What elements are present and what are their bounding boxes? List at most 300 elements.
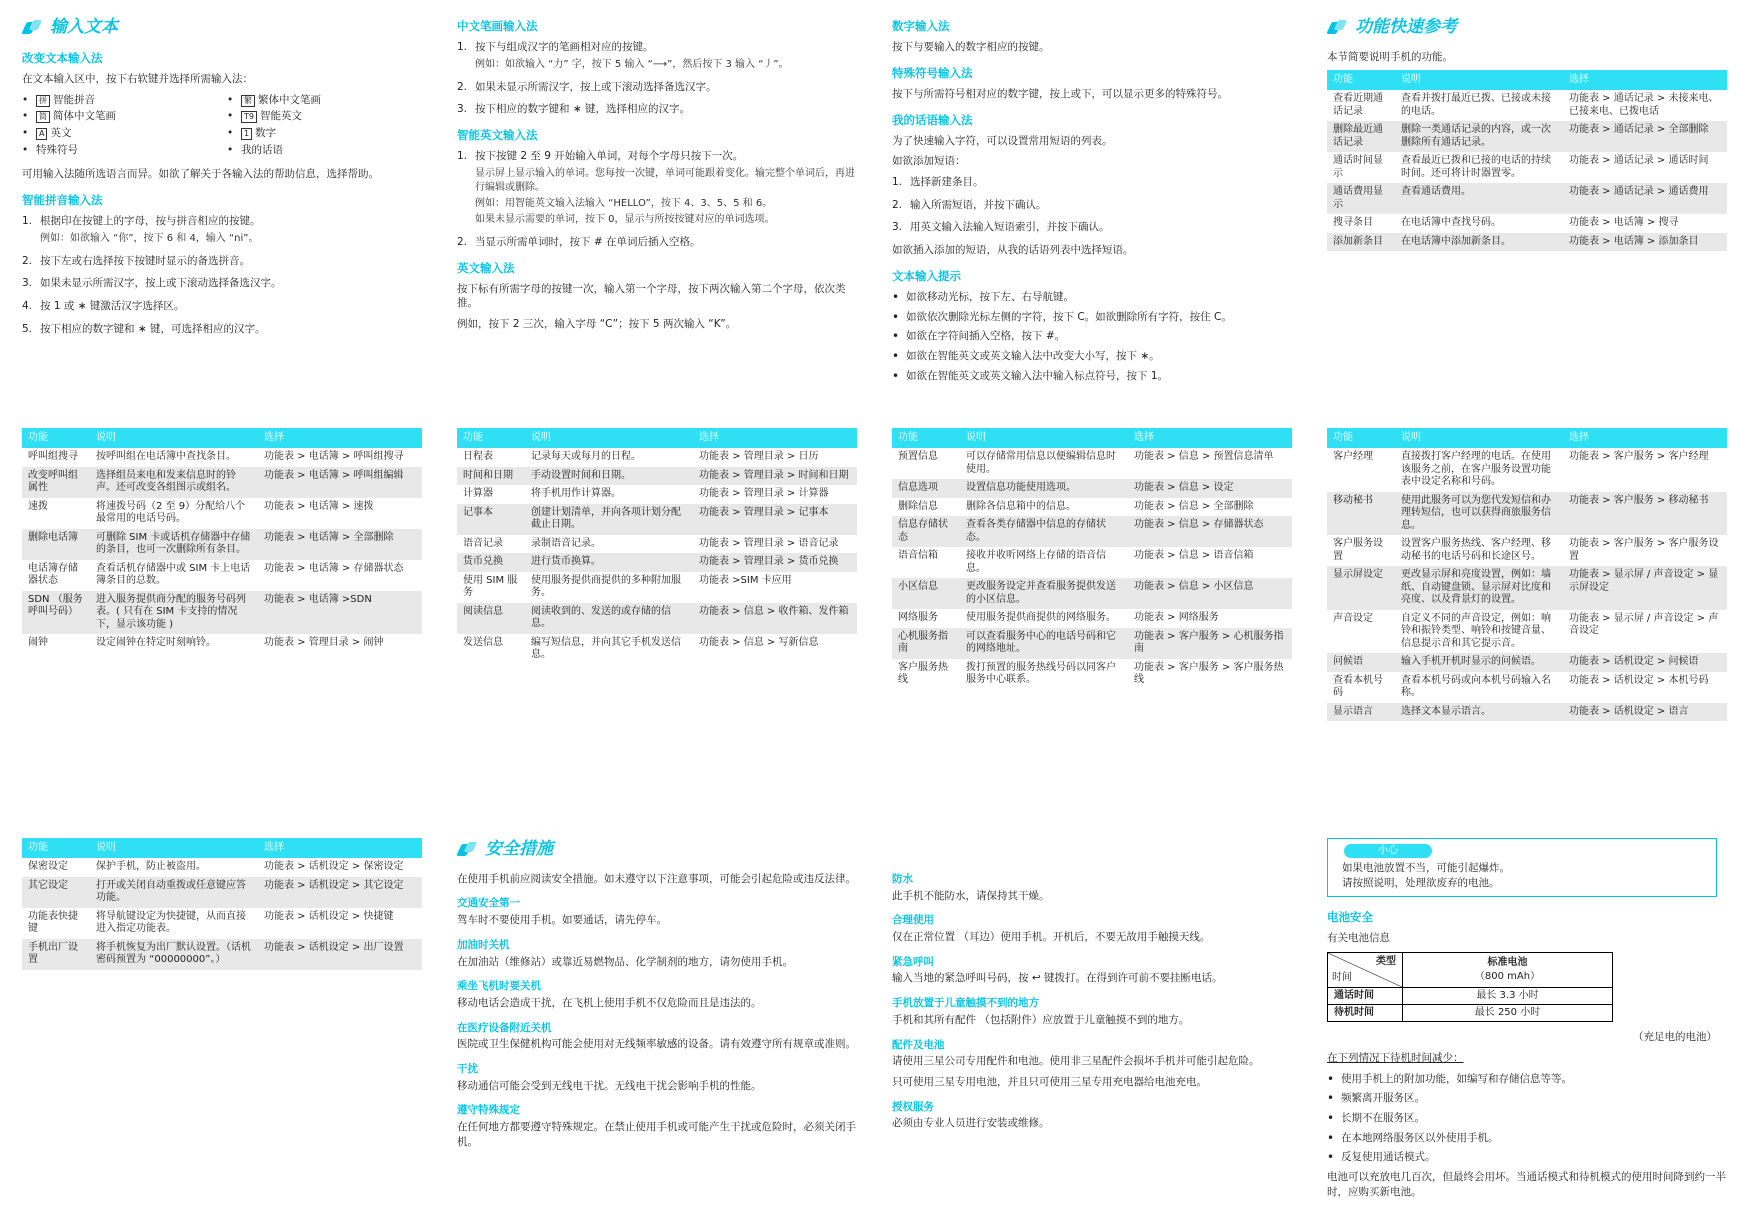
- note: 如果未显示需要的单词，按下 0，显示与所按按键对应的单词选项。: [475, 213, 775, 225]
- change-mode-heading: 改变文本输入法: [22, 50, 103, 65]
- talk-value: 最长 3.3 小时: [1403, 988, 1613, 1005]
- table-header-cell: 说明: [960, 428, 1128, 448]
- table-cell: 将速拨号码（2 至 9）分配给八个最常用的电话号码。: [96, 500, 246, 524]
- table-header-cell: 选择: [258, 838, 422, 858]
- safety-item-text: 必须由专业人员进行安装或维修。: [892, 1117, 1050, 1130]
- table-cell: 查看通话费用。: [1395, 183, 1563, 214]
- table-cell: 功能表 > 客户服务 > 移动秘书: [1563, 492, 1727, 536]
- battery-section: [1327, 838, 1727, 1205]
- table-cell: 保密设定: [28, 861, 68, 872]
- table-cell: 功能表 > 信息 > 写新信息: [699, 636, 819, 648]
- section-title: [22, 16, 422, 40]
- table-cell: 在电话簿中查找号码。: [1401, 217, 1501, 229]
- mode-item: [22, 109, 217, 124]
- table-header-cell: 选择: [1128, 428, 1292, 448]
- table-cell: 功能表 > 管理目录 > 计算器: [699, 488, 829, 499]
- table-row: [892, 659, 1292, 690]
- talk-label: 通话时间: [1328, 988, 1403, 1005]
- caution-text: 请按照说明，处理欲废弃的电池。: [1342, 876, 1500, 889]
- reduce-item: • 频繁离开服务区。: [1327, 1091, 1727, 1106]
- safety-item-text: 在任何地方都要遵守特殊规定。在禁止使用手机或可能产生干扰或危险时，必须关闭手机。: [457, 1121, 856, 1148]
- safety-item-text: 移动通信可能会受到无线电干扰。无线电干扰会影响手机的性能。: [457, 1079, 762, 1092]
- table-cell: 将手机用作计算器。: [531, 488, 621, 499]
- table-cell: 输入手机开机时显示的问候语。: [1395, 653, 1563, 672]
- quick-reference-section: [1327, 16, 1727, 251]
- table-cell: 编写短信息，并向其它手机发送信息。: [531, 636, 681, 660]
- caution-text: 如果电池放置不当，可能引起爆炸。: [1342, 862, 1510, 874]
- table-row: [1327, 566, 1727, 610]
- table-cell: 显示屏设定: [1327, 566, 1395, 610]
- mode-label: 智能英文: [259, 110, 302, 123]
- table-cell: 呼叫组搜寻: [28, 451, 78, 462]
- step: 1. 按下与组成汉字的笔画相对应的按键。 例如：如欲输入 “力” 字，按下 5 输入 “⟶”，然后按下 3 输入 “丿”。: [457, 40, 857, 72]
- safety-item-text: 移动电话会造成干扰，在飞机上使用手机不仅危险而且是违法的。: [457, 996, 762, 1009]
- table-cell: 功能表 > 话机设定 > 问候语: [1563, 653, 1727, 672]
- table-cell: 功能表 > 客户服务 > 客户经理: [1569, 451, 1709, 462]
- key-icon: 拼: [36, 95, 50, 107]
- step-text: 输入所需短语，并按下确认。: [910, 198, 1047, 211]
- table-cell: 可以查看服务中心的电话号码和它的网络地址。: [960, 628, 1128, 659]
- step: 1. 根据印在按键上的字母，按与拼音相应的按键。 例如：如欲输入 “你”，按下 6 和 4，输入 “ni”。: [22, 214, 422, 246]
- tip: • 如欲移动光标，按下左、右导航键。: [892, 290, 1292, 305]
- symbol-heading: 特殊符号输入法: [892, 65, 973, 80]
- table-cell: 录制语音记录。: [531, 537, 601, 549]
- safety-item-title: 乘坐飞机时要关机: [457, 980, 541, 993]
- table-cell: 功能表 > 电话簿 >SDN: [258, 591, 422, 635]
- table-header-cell: 功能: [892, 428, 960, 448]
- safety-item-text: 仅在正常位置 （耳边）使用手机。开机后，不要无故用手触摸天线。: [892, 931, 1211, 944]
- table-cell: 功能表 > 信息 > 小区信息: [1128, 578, 1292, 609]
- table-cell: 小区信息: [892, 578, 960, 609]
- table-row: [1327, 703, 1727, 722]
- example-note: 例如：如欲输入 “力” 字，按下 5 输入 “⟶”，然后按下 3 输入 “丿”。: [475, 58, 789, 70]
- table-cell: 使用 SIM 服务: [463, 574, 518, 598]
- table-cell: 查看话机存储器中或 SIM 卡上电话簿条目的总数。: [96, 562, 251, 586]
- table-row: [1327, 535, 1727, 566]
- table-cell: 查看并拨打最近已拨、已接或未接的电话。: [1401, 93, 1551, 117]
- tips-heading: 文本输入提示: [892, 268, 961, 283]
- table-cell: 功能表 > 通话记录 > 全部删除: [1563, 121, 1727, 152]
- reduce-item: • 反复使用通话模式。: [1327, 1150, 1727, 1165]
- stroke-english-section: [457, 16, 857, 338]
- table-header-cell: 选择: [258, 428, 422, 448]
- table-cell: 打开或关闭自动重拨或任意键应答功能。: [90, 877, 258, 908]
- safety-item-text: 请使用三星公司专用配件和电池。使用非三星配件会损坏手机并可能引起危险。: [892, 1055, 1260, 1068]
- step: 3. 按下相应的数字键和 ∗ 键，选择相应的汉字。: [457, 103, 690, 116]
- table-cell: 心机服务指南: [892, 628, 960, 659]
- safety-item-title: 加油时关机: [457, 938, 510, 951]
- table-cell: 电话簿存储器状态: [28, 562, 78, 586]
- table-cell: 功能表 > 电话簿 > 添加条目: [1563, 233, 1727, 252]
- table-cell: 直接拨打客户经理的电话。在使用该服务之前，在客户服务设置功能表中设定名称和号码。: [1401, 451, 1551, 487]
- step-text: 按下相应的数字键和 ∗ 键，选择相应的汉字。: [475, 103, 690, 116]
- mode-note: 可用输入法随所选语言而异。如欲了解关于各输入法的帮助信息，选择帮助。: [22, 168, 379, 181]
- tip: • 如欲在智能英文或英文输入法中改变大小写，按下 ∗。: [892, 349, 1292, 364]
- table-row: [1327, 492, 1727, 536]
- step-text: 按下左或右选择按下按键时显示的备选拼音。: [40, 254, 250, 267]
- table-cell: 计算器: [463, 488, 493, 499]
- table-cell: 功能表 > 客户服务 > 心机服务指南: [1128, 628, 1292, 659]
- table-cell: 功能表 > 话机设定 > 快捷键: [264, 910, 394, 922]
- safety-item-title: 紧急呼叫: [892, 955, 934, 968]
- table-cell: 功能表 > 显示屏 / 声音设定 > 声音设定: [1569, 612, 1719, 636]
- table-row: [22, 467, 422, 498]
- mode-list: [22, 93, 422, 158]
- safety-item-title: 授权服务: [892, 1100, 934, 1113]
- table-cell: 功能表 > 管理目录 > 货币兑换: [693, 553, 857, 572]
- stroke-heading: 中文笔画输入法: [457, 19, 538, 33]
- safety-item-title: 合理使用: [892, 914, 934, 927]
- table-cell: 保护手机，防止被盗用。: [96, 861, 206, 872]
- table-cell: 改变呼叫组属性: [22, 467, 90, 498]
- mode-item: [227, 126, 422, 141]
- table-cell: 将导航键设定为快捷键，从而直接进入指定功能表。: [96, 910, 246, 934]
- table-row: [1327, 233, 1727, 252]
- table-cell: 功能表 > 话机设定 > 保密设定: [264, 861, 404, 872]
- table-header-cell: 功能: [1327, 428, 1395, 448]
- table-cell: 通话时间显示: [1333, 155, 1383, 179]
- table-row: [22, 529, 422, 560]
- standby-value: 最长 250 小时: [1403, 1005, 1613, 1022]
- table-cell: 功能表 > 显示屏 / 声音设定 > 显示屏设定: [1563, 566, 1727, 610]
- table-row: [457, 553, 857, 572]
- safety-section: [457, 838, 857, 1155]
- key-icon: 1: [241, 128, 252, 140]
- table-cell: 功能表 > 话机设定 > 其它设定: [258, 877, 422, 908]
- table-cell: 阅读信息: [457, 603, 525, 634]
- table-header-cell: 说明: [1395, 70, 1563, 90]
- example-note: 例如：如欲输入 “你”，按下 6 和 4，输入 “ni”。: [40, 232, 259, 244]
- table-row: [892, 578, 1292, 609]
- intro-para: 在使用手机前应阅读安全措施。如未遵守以下注意事项，可能会引起危险或违反法律。: [457, 872, 856, 885]
- reduce-item: • 使用手机上的附加功能，如编写和存储信息等等。: [1327, 1072, 1727, 1087]
- table-cell: 功能表 > 电话簿 > 存储器状态: [264, 562, 404, 574]
- table-header-cell: 选择: [693, 428, 857, 448]
- table-block: [457, 428, 857, 665]
- table-header-cell: 功能: [22, 838, 90, 858]
- safety-item-title: 防水: [892, 873, 913, 885]
- table-cell: 网络服务: [898, 612, 938, 623]
- step-text: 根据印在按键上的字母，按与拼音相应的按键。: [40, 215, 261, 228]
- safety-item-title: 手机放置于儿童触摸不到的地方: [892, 997, 1039, 1010]
- safety-items: [892, 872, 1292, 1131]
- words-para: 如欲插入添加的短语，从我的话语列表中选择短语。: [892, 244, 1134, 257]
- type-label: 类型: [1376, 956, 1396, 968]
- full-charge-note: （充足电的电池）: [1633, 1031, 1717, 1044]
- table-cell: 信息选项: [892, 479, 960, 498]
- english-para: 按下标有所需字母的按键一次，输入第一个字母，按下两次输入第二个字母，依次类推。: [457, 282, 846, 310]
- table-header-cell: 说明: [90, 428, 258, 448]
- table-cell: 手动设置时间和日期。: [525, 467, 693, 486]
- table-cell: 功能表 > 话机设定 > 出厂设置: [258, 939, 422, 970]
- table-cell: 移动秘书: [1327, 492, 1395, 536]
- number-symbol-section: [892, 16, 1292, 388]
- stroke-steps: [457, 40, 857, 117]
- step-text: 如果未显示所需汉字，按上或下滚动选择备选汉字。: [40, 277, 282, 290]
- table-cell: 功能表 > 信息 > 设定: [1128, 479, 1292, 498]
- table-cell: 查看各类存储器中信息的存储状态。: [960, 516, 1128, 547]
- mode-label: 数字: [255, 126, 277, 139]
- table-row: [892, 498, 1292, 517]
- table-row: [457, 448, 857, 467]
- table-cell: 选择组员来电和发来信息时的铃声。还可改变各组图示或组名。: [90, 467, 258, 498]
- table-row: [1327, 214, 1727, 233]
- step-text: 用英文输入法输入短语索引，并按下确认。: [910, 221, 1110, 234]
- table-header-cell: 功能: [1327, 70, 1395, 90]
- safety-item-text: 此手机不能防水，请保持其干燥。: [892, 889, 1050, 902]
- function-table: [457, 428, 857, 665]
- table-row: [457, 572, 857, 603]
- table-cell: 删除电话簿: [22, 529, 90, 560]
- table-cell: 功能表 > 通话记录 > 未接来电、已接来电、已拨电话: [1569, 93, 1719, 117]
- table-header-cell: 选择: [1563, 428, 1727, 448]
- step-text: 按 1 或 ∗ 键激活汉字选择区。: [40, 300, 185, 313]
- battery-para: 有关电池信息: [1327, 932, 1390, 945]
- table-cell: 自定义不同的声音设定，例如：响铃和振铃类型、响铃和按键音量、信息提示音和其它提示音。: [1401, 612, 1551, 649]
- step: 4. 按 1 或 ∗ 键激活汉字选择区。: [22, 300, 185, 313]
- table-row: [457, 603, 857, 634]
- step-text: 按下与组成汉字的笔画相对应的按键。: [475, 41, 654, 54]
- table-cell: 功能表 > 管理目录 > 日历: [699, 451, 819, 462]
- capacity-label: （800 mAh）: [1474, 971, 1541, 983]
- table-row: [892, 479, 1292, 498]
- key-icon: T9: [241, 111, 257, 123]
- pinyin-steps: [22, 214, 422, 336]
- function-table: [892, 428, 1292, 690]
- table-cell: 货币兑换: [457, 553, 525, 572]
- mode-label: 智能拼音: [53, 93, 95, 106]
- smart-english-steps: [457, 149, 857, 249]
- tip: • 如欲在字符间插入空格，按下 #。: [892, 329, 1292, 344]
- table-cell: 设置信息功能使用选项。: [960, 479, 1128, 498]
- english-heading: 英文输入法: [457, 260, 515, 275]
- step: 1. 选择新建条目。: [892, 176, 984, 189]
- table-block: [22, 838, 422, 970]
- table-cell: 使用此服务可以为您代发短信和办理转短信，也可以获得商旅服务信息。: [1395, 492, 1563, 536]
- reduce-item: • 在本地网络服务区以外使用手机。: [1327, 1131, 1727, 1146]
- caution-box: [1327, 838, 1717, 897]
- section-title: [1327, 16, 1727, 40]
- table-row: [457, 634, 857, 665]
- table-row: [457, 467, 857, 486]
- function-table: [22, 428, 422, 653]
- safety-item-text: 输入当地的紧急呼叫号码，按 ↩ 键拨打。在得到许可前不要挂断电话。: [892, 972, 1223, 985]
- table-row: [22, 634, 422, 653]
- bird-logo-icon: [1327, 20, 1347, 36]
- table-row: [457, 535, 857, 554]
- table-cell: 功能表 > 管理目录 > 语音记录: [699, 537, 839, 549]
- table-cell: 可删除 SIM 卡或话机存储器中存储的条目，也可一次删除所有条目。: [90, 529, 258, 560]
- table-cell: 创建计划清单，并向各项计划分配截止日期。: [525, 504, 693, 535]
- table-row: [892, 448, 1292, 479]
- table-cell: 功能表 > 信息 > 预置信息清单: [1134, 451, 1274, 462]
- table-cell: 功能表 > 话机设定 > 本机号码: [1569, 674, 1709, 686]
- table-cell: 语音记录: [463, 537, 503, 549]
- table-cell: 删除信息: [898, 500, 938, 512]
- reduce-item: • 长期不在服务区。: [1327, 1111, 1727, 1126]
- table-cell: 在电话簿中添加新条目。: [1395, 233, 1563, 252]
- table-cell: 功能表 > 电话簿 > 呼叫组搜寻: [264, 451, 404, 462]
- reduce-list: [1327, 1072, 1727, 1165]
- tips-list: [892, 290, 1292, 383]
- battery-end-para: 电池可以充放电几百次，但最终会用坏。当通话模式和待机模式的使用时间降到约一半时，应购买新电池。: [1327, 1170, 1726, 1198]
- title-text: 安全措施: [485, 839, 553, 859]
- table-header-cell: 说明: [90, 838, 258, 858]
- table-cell: 将手机恢复为出厂默认设置。（话机密码预置为 “00000000”。）: [90, 939, 258, 970]
- table-row: [457, 485, 857, 504]
- table-cell: 删除一类通话记录的内容，或一次删除所有通话记录。: [1395, 121, 1563, 152]
- mode-item: [227, 109, 422, 124]
- table-row: [1327, 152, 1727, 183]
- mode-item: [22, 143, 217, 158]
- words-para: 如欲添加短语：: [892, 155, 966, 168]
- table-cell: 速拨: [28, 500, 48, 512]
- table-header-cell: 功能: [22, 428, 90, 448]
- tip: • 如欲在智能英文或英文输入法中输入标点符号，按下 1。: [892, 369, 1292, 384]
- number-para: 按下与要输入的数字相应的按键。: [892, 41, 1050, 54]
- bird-logo-icon: [22, 20, 42, 36]
- step: 2. 如果未显示所需汉字，按上或下滚动选择备选汉字。: [457, 80, 717, 93]
- table-cell: 查看本机号码: [1333, 674, 1383, 698]
- table-cell: 搜寻条目: [1333, 217, 1373, 229]
- key-icon: 简: [36, 111, 50, 123]
- key-icon: A: [36, 128, 47, 140]
- safety-item-text: 手机和其所有配件 （包括附件）应放置于儿童触摸不到的地方。: [892, 1013, 1190, 1026]
- safety-item-text: 只可使用三星专用电池，并且只可使用三星专用充电器给电池充电。: [892, 1075, 1207, 1088]
- note: 例如：用智能英文输入法输入 “HELLO”，按下 4、3、5、5 和 6。: [475, 197, 773, 209]
- table-cell: SDN （服务呼叫号码）: [22, 591, 90, 635]
- text-input-section: [22, 16, 422, 345]
- table-cell: 客户经理: [1333, 451, 1373, 462]
- table-cell: 更改显示屏和亮度设置，例如：墙纸、自动键盘锁、显示屏对比度和亮度、以及背景灯的设置。: [1395, 566, 1563, 610]
- table-row: [22, 858, 422, 877]
- table-row: [22, 591, 422, 635]
- table-row: [22, 498, 422, 529]
- table-header-cell: 说明: [525, 428, 693, 448]
- table-cell: 功能表 > 管理目录 > 时间和日期: [693, 467, 857, 486]
- words-heading: 我的话语输入法: [892, 112, 973, 127]
- time-label: 时间: [1332, 972, 1352, 984]
- table-cell: 显示语言: [1327, 703, 1395, 722]
- table-cell: 闹钟: [28, 637, 48, 648]
- table-row: [22, 939, 422, 970]
- table-cell: 功能表 > 信息 > 收件箱、发件箱: [693, 603, 857, 634]
- table-cell: 语音信箱: [898, 550, 938, 561]
- table-cell: 声音设定: [1333, 612, 1373, 624]
- table-cell: 删除最近通话记录: [1327, 121, 1395, 152]
- mode-label: 特殊符号: [36, 143, 78, 156]
- smart-english-heading: 智能英文输入法: [457, 128, 538, 143]
- table-cell: 功能表 >SIM 卡应用: [699, 574, 792, 586]
- table-cell: 进行货币换算。: [525, 553, 693, 572]
- table-row: [1327, 448, 1727, 492]
- table-row: [1327, 121, 1727, 152]
- english-example: 例如，按下 2 三次，输入字母 “C”；按下 5 两次输入 “K”。: [457, 318, 737, 331]
- step-text: 选择新建条目。: [910, 176, 984, 189]
- table-cell: 时间和日期: [457, 467, 525, 486]
- function-table: [22, 838, 422, 970]
- table-cell: 功能表 > 客户服务 > 客户服务热线: [1134, 661, 1284, 685]
- table-cell: 客户服务设置: [1333, 538, 1383, 562]
- table-cell: 功能表 > 电话簿 > 搜寻: [1569, 217, 1679, 229]
- step-text: 如果未显示所需汉字，按上或下滚动选择备选汉字。: [475, 80, 717, 93]
- table-cell: 添加新条目: [1327, 233, 1395, 252]
- number-heading: 数字输入法: [892, 19, 950, 33]
- mode-label: 我的话语: [241, 143, 283, 156]
- table-cell: 功能表 > 信息 > 语音信箱: [1134, 550, 1254, 561]
- step-text: 当显示所需单词时，按下 # 在单词后插入空格。: [475, 235, 701, 248]
- words-para: 为了快速输入字符，可以设置常用短语的列表。: [892, 134, 1113, 147]
- table-cell: 设置客户服务热线、客户经理、移动秘书的电话号码和长途区号。: [1401, 538, 1551, 562]
- mode-label: 繁体中文笔画: [258, 93, 321, 106]
- step: 1. 按下按键 2 至 9 开始输入单词，对每个字母只按下一次。 显示屏上显示输入的单词。您每按一次键，单词可能跟着变化。输完整个单词后，再进行编辑或删除。 例如：用智能英文输入法输入 “HELLO”，按下 4、3、5、5 和 6。 如果未显示需要的单词，按下 0，显示与所按按键对应的单词选项。: [457, 150, 855, 225]
- table-cell: 功能表 > 电话簿 > 速拨: [264, 500, 374, 512]
- table-cell: 选择文本显示语言。: [1395, 703, 1563, 722]
- key-icon: 繁: [241, 95, 255, 107]
- table-row: [892, 516, 1292, 547]
- mode-label: 英文: [50, 126, 72, 139]
- table-cell: 功能表 > 管理目录 > 闹钟: [264, 637, 384, 648]
- table-row: [22, 560, 422, 591]
- safety-item-title: 干扰: [457, 1062, 478, 1075]
- table-cell: 拨打预置的服务热线号码以同客户服务中心联系。: [966, 661, 1116, 685]
- reduce-heading: 在下列情况下待机时间减少：: [1327, 1051, 1464, 1064]
- table-block: [1327, 428, 1727, 721]
- table-cell: 设定闹钟在特定时刻响铃。: [96, 637, 216, 648]
- step: 5. 按下相应的数字键和 ∗ 键，可选择相应的汉字。: [22, 322, 266, 335]
- table-cell: 发送信息: [463, 636, 503, 648]
- step: 3. 如果未显示所需汉字，按上或下滚动选择备选汉字。: [22, 277, 282, 290]
- table-cell: 功能表 > 信息 > 存储器状态: [1128, 516, 1292, 547]
- table-cell: 查看近期通话记录: [1333, 93, 1383, 117]
- safety-item-text: 驾车时不要使用手机。如要通话，请先停车。: [457, 914, 667, 927]
- mode-item: [22, 93, 217, 108]
- table-cell: 功能表 > 管理目录 > 记事本: [693, 504, 857, 535]
- table-row: [1327, 672, 1727, 703]
- table-cell: 按呼叫组在电话簿中查找条目。: [96, 451, 236, 462]
- table-cell: 客户服务热线: [898, 661, 948, 685]
- step-text: 按下按键 2 至 9 开始输入单词，对每个字母只按下一次。: [475, 150, 744, 163]
- table-cell: 功能表 > 话机设定 > 语言: [1563, 703, 1727, 722]
- table-cell: 功能表 > 网络服务: [1134, 612, 1219, 623]
- mode-item: [22, 126, 217, 141]
- table-cell: 功能表 > 通话记录 > 通话时间: [1569, 155, 1709, 167]
- table-row: [1327, 653, 1727, 672]
- step: 3. 用英文输入法输入短语索引，并按下确认。: [892, 221, 1110, 234]
- table-header-cell: 说明: [1395, 428, 1563, 448]
- table-row: [892, 609, 1292, 628]
- table-cell: 功能表 > 电话簿 > 全部删除: [258, 529, 422, 560]
- caution-tag: 小心: [1344, 844, 1432, 858]
- title-text: 功能快速参考: [1355, 17, 1457, 37]
- table-cell: 通话费用显示: [1327, 183, 1395, 214]
- section-title: [457, 838, 857, 862]
- title-text: 输入文本: [50, 17, 118, 37]
- table-cell: 更改服务设定并查看服务提供发送的小区信息。: [960, 578, 1128, 609]
- table-row: [1327, 183, 1727, 214]
- step: 2. 输入所需短语，并按下确认。: [892, 198, 1047, 211]
- table-cell: 日程表: [463, 451, 493, 462]
- table-cell: 删除各信息箱中的信息。: [966, 500, 1076, 512]
- table-row: [457, 504, 857, 535]
- table-row: [22, 908, 422, 939]
- table-header-cell: 功能: [457, 428, 525, 448]
- mode-label: 简体中文笔画: [53, 110, 116, 123]
- table-cell: 接收并收听网络上存储的语音信息。: [966, 550, 1106, 574]
- table-row: [892, 547, 1292, 578]
- table-row: [1327, 610, 1727, 654]
- table-row: [22, 877, 422, 908]
